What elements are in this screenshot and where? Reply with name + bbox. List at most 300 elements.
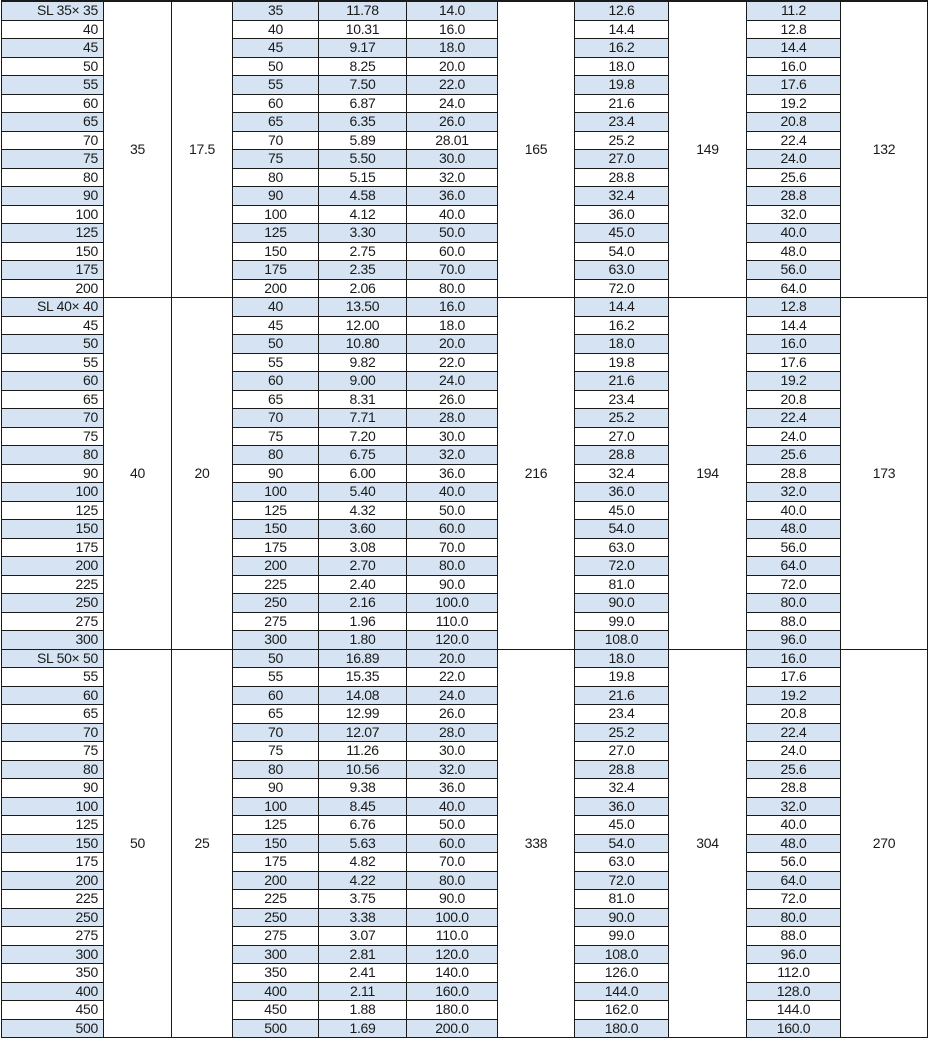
size-cell: 125 xyxy=(233,501,319,520)
size-cell: 90 xyxy=(233,779,319,798)
size-cell: 70 xyxy=(233,131,319,150)
model-size-cell: 125 xyxy=(2,816,104,835)
model-size-cell: 75 xyxy=(2,427,104,446)
value-cell: 7.50 xyxy=(319,76,407,95)
size-cell: 125 xyxy=(233,816,319,835)
size-cell: 225 xyxy=(233,575,319,594)
value-cell: 11.2 xyxy=(747,1,841,20)
value-cell: 9.17 xyxy=(319,39,407,58)
value-cell: 54.0 xyxy=(575,242,669,261)
size-cell: 200 xyxy=(233,557,319,576)
value-cell: 22.4 xyxy=(747,131,841,150)
value-cell: 90.0 xyxy=(575,908,669,927)
size-cell: 150 xyxy=(233,834,319,853)
model-size-cell: 150 xyxy=(2,242,104,261)
model-size-cell: 50 xyxy=(2,335,104,354)
value-cell: 6.87 xyxy=(319,94,407,113)
value-cell: 180.0 xyxy=(407,1001,498,1020)
value-cell: 30.0 xyxy=(407,742,498,761)
value-cell: 11.26 xyxy=(319,742,407,761)
model-size-cell: 400 xyxy=(2,982,104,1001)
model-size-cell: 70 xyxy=(2,131,104,150)
value-cell: 90.0 xyxy=(407,575,498,594)
model-size-cell: 55 xyxy=(2,668,104,687)
value-cell: 2.40 xyxy=(319,575,407,594)
value-cell: 144.0 xyxy=(575,982,669,1001)
size-cell: 90 xyxy=(233,187,319,206)
value-cell: 99.0 xyxy=(575,612,669,631)
value-cell: 18.0 xyxy=(407,316,498,335)
value-cell: 7.71 xyxy=(319,409,407,428)
model-size-cell: 200 xyxy=(2,279,104,298)
value-cell: 25.2 xyxy=(575,409,669,428)
value-cell: 20.8 xyxy=(747,705,841,724)
value-cell: 40.0 xyxy=(747,816,841,835)
value-cell: 2.35 xyxy=(319,261,407,280)
size-cell: 55 xyxy=(233,668,319,687)
value-cell: 20.0 xyxy=(407,649,498,668)
size-cell: 250 xyxy=(233,908,319,927)
value-cell: 3.75 xyxy=(319,890,407,909)
size-cell: 175 xyxy=(233,261,319,280)
value-cell: 23.4 xyxy=(575,113,669,132)
value-cell: 54.0 xyxy=(575,834,669,853)
value-cell: 8.31 xyxy=(319,390,407,409)
group-value-cell: 35 xyxy=(104,1,172,298)
value-cell: 2.81 xyxy=(319,945,407,964)
value-cell: 2.06 xyxy=(319,279,407,298)
value-cell: 36.0 xyxy=(575,483,669,502)
value-cell: 26.0 xyxy=(407,390,498,409)
group-value-cell: 50 xyxy=(104,649,172,1038)
value-cell: 32.0 xyxy=(747,205,841,224)
size-cell: 70 xyxy=(233,409,319,428)
value-cell: 40.0 xyxy=(407,483,498,502)
value-cell: 12.6 xyxy=(575,1,669,20)
value-cell: 26.0 xyxy=(407,705,498,724)
value-cell: 81.0 xyxy=(575,575,669,594)
value-cell: 54.0 xyxy=(575,520,669,539)
value-cell: 18.0 xyxy=(575,649,669,668)
value-cell: 1.69 xyxy=(319,1019,407,1038)
model-size-cell: 125 xyxy=(2,224,104,243)
value-cell: 24.0 xyxy=(407,94,498,113)
value-cell: 4.12 xyxy=(319,205,407,224)
value-cell: 2.16 xyxy=(319,594,407,613)
value-cell: 21.6 xyxy=(575,372,669,391)
value-cell: 36.0 xyxy=(407,779,498,798)
value-cell: 160.0 xyxy=(747,1019,841,1038)
value-cell: 32.0 xyxy=(407,168,498,187)
value-cell: 25.6 xyxy=(747,168,841,187)
value-cell: 36.0 xyxy=(575,205,669,224)
model-size-cell: 225 xyxy=(2,575,104,594)
size-cell: 150 xyxy=(233,242,319,261)
value-cell: 28.0 xyxy=(407,409,498,428)
model-size-cell: 150 xyxy=(2,520,104,539)
model-size-cell: 200 xyxy=(2,871,104,890)
value-cell: 15.35 xyxy=(319,668,407,687)
value-cell: 70.0 xyxy=(407,261,498,280)
model-size-cell: 175 xyxy=(2,538,104,557)
value-cell: 96.0 xyxy=(747,945,841,964)
size-cell: 75 xyxy=(233,742,319,761)
value-cell: 9.00 xyxy=(319,372,407,391)
model-size-cell: 60 xyxy=(2,94,104,113)
value-cell: 25.6 xyxy=(747,760,841,779)
table-row xyxy=(2,298,928,317)
value-cell: 40.0 xyxy=(747,501,841,520)
value-cell: 27.0 xyxy=(575,742,669,761)
model-size-cell: 75 xyxy=(2,150,104,169)
value-cell: 9.38 xyxy=(319,779,407,798)
value-cell: 5.40 xyxy=(319,483,407,502)
size-cell: 300 xyxy=(233,631,319,650)
size-cell: 200 xyxy=(233,279,319,298)
model-size-cell: 65 xyxy=(2,390,104,409)
value-cell: 3.30 xyxy=(319,224,407,243)
value-cell: 12.00 xyxy=(319,316,407,335)
group-value-cell: 304 xyxy=(669,649,747,1038)
value-cell: 100.0 xyxy=(407,908,498,927)
value-cell: 25.6 xyxy=(747,446,841,465)
value-cell: 6.76 xyxy=(319,816,407,835)
value-cell: 12.99 xyxy=(319,705,407,724)
group-value-cell: 194 xyxy=(669,298,747,650)
value-cell: 40.0 xyxy=(407,797,498,816)
size-cell: 125 xyxy=(233,224,319,243)
value-cell: 27.0 xyxy=(575,150,669,169)
model-cell: SL 50× 50 xyxy=(2,649,104,668)
size-cell: 60 xyxy=(233,686,319,705)
size-cell: 80 xyxy=(233,168,319,187)
value-cell: 3.38 xyxy=(319,908,407,927)
value-cell: 50.0 xyxy=(407,224,498,243)
value-cell: 19.8 xyxy=(575,76,669,95)
value-cell: 19.8 xyxy=(575,353,669,372)
model-size-cell: 200 xyxy=(2,557,104,576)
value-cell: 2.70 xyxy=(319,557,407,576)
value-cell: 3.60 xyxy=(319,520,407,539)
size-cell: 350 xyxy=(233,964,319,983)
group-value-cell: 149 xyxy=(669,1,747,298)
value-cell: 6.75 xyxy=(319,446,407,465)
value-cell: 26.0 xyxy=(407,113,498,132)
value-cell: 16.0 xyxy=(407,298,498,317)
value-cell: 28.0 xyxy=(407,723,498,742)
value-cell: 112.0 xyxy=(747,964,841,983)
value-cell: 63.0 xyxy=(575,538,669,557)
value-cell: 3.07 xyxy=(319,927,407,946)
value-cell: 1.88 xyxy=(319,1001,407,1020)
value-cell: 16.0 xyxy=(747,649,841,668)
size-cell: 45 xyxy=(233,316,319,335)
value-cell: 63.0 xyxy=(575,261,669,280)
value-cell: 80.0 xyxy=(407,557,498,576)
value-cell: 19.2 xyxy=(747,94,841,113)
value-cell: 22.4 xyxy=(747,723,841,742)
size-cell: 275 xyxy=(233,927,319,946)
value-cell: 12.8 xyxy=(747,20,841,39)
value-cell: 45.0 xyxy=(575,816,669,835)
value-cell: 88.0 xyxy=(747,612,841,631)
value-cell: 14.08 xyxy=(319,686,407,705)
value-cell: 72.0 xyxy=(747,575,841,594)
value-cell: 162.0 xyxy=(575,1001,669,1020)
size-cell: 50 xyxy=(233,57,319,76)
model-size-cell: 250 xyxy=(2,908,104,927)
model-size-cell: 90 xyxy=(2,779,104,798)
value-cell: 90.0 xyxy=(407,890,498,909)
value-cell: 32.0 xyxy=(747,483,841,502)
value-cell: 25.2 xyxy=(575,131,669,150)
value-cell: 30.0 xyxy=(407,427,498,446)
value-cell: 25.2 xyxy=(575,723,669,742)
size-cell: 100 xyxy=(233,483,319,502)
value-cell: 28.8 xyxy=(575,168,669,187)
value-cell: 110.0 xyxy=(407,612,498,631)
value-cell: 20.8 xyxy=(747,113,841,132)
value-cell: 20.0 xyxy=(407,335,498,354)
value-cell: 18.0 xyxy=(575,57,669,76)
value-cell: 40.0 xyxy=(747,224,841,243)
value-cell: 13.50 xyxy=(319,298,407,317)
size-cell: 35 xyxy=(233,1,319,20)
value-cell: 16.89 xyxy=(319,649,407,668)
value-cell: 64.0 xyxy=(747,279,841,298)
model-size-cell: 150 xyxy=(2,834,104,853)
value-cell: 17.6 xyxy=(747,353,841,372)
value-cell: 24.0 xyxy=(407,372,498,391)
value-cell: 21.6 xyxy=(575,94,669,113)
value-cell: 14.4 xyxy=(747,316,841,335)
value-cell: 180.0 xyxy=(575,1019,669,1038)
value-cell: 70.0 xyxy=(407,853,498,872)
model-size-cell: 55 xyxy=(2,76,104,95)
model-size-cell: 45 xyxy=(2,39,104,58)
model-size-cell: 350 xyxy=(2,964,104,983)
size-cell: 80 xyxy=(233,446,319,465)
value-cell: 60.0 xyxy=(407,242,498,261)
size-cell: 500 xyxy=(233,1019,319,1038)
value-cell: 64.0 xyxy=(747,871,841,890)
size-cell: 50 xyxy=(233,335,319,354)
value-cell: 108.0 xyxy=(575,945,669,964)
value-cell: 100.0 xyxy=(407,594,498,613)
value-cell: 80.0 xyxy=(747,594,841,613)
value-cell: 32.4 xyxy=(575,464,669,483)
value-cell: 5.50 xyxy=(319,150,407,169)
value-cell: 28.01 xyxy=(407,131,498,150)
model-size-cell: 225 xyxy=(2,890,104,909)
value-cell: 56.0 xyxy=(747,261,841,280)
size-cell: 40 xyxy=(233,298,319,317)
model-size-cell: 250 xyxy=(2,594,104,613)
group-value-cell: 17.5 xyxy=(172,1,233,298)
model-size-cell: 450 xyxy=(2,1001,104,1020)
value-cell: 14.4 xyxy=(575,298,669,317)
value-cell: 60.0 xyxy=(407,520,498,539)
value-cell: 4.22 xyxy=(319,871,407,890)
value-cell: 22.0 xyxy=(407,76,498,95)
value-cell: 21.6 xyxy=(575,686,669,705)
value-cell: 12.8 xyxy=(747,298,841,317)
value-cell: 110.0 xyxy=(407,927,498,946)
value-cell: 19.2 xyxy=(747,686,841,705)
model-size-cell: 100 xyxy=(2,483,104,502)
value-cell: 11.78 xyxy=(319,1,407,20)
value-cell: 28.8 xyxy=(575,446,669,465)
value-cell: 23.4 xyxy=(575,390,669,409)
model-size-cell: 70 xyxy=(2,409,104,428)
value-cell: 30.0 xyxy=(407,150,498,169)
model-size-cell: 275 xyxy=(2,612,104,631)
size-cell: 300 xyxy=(233,945,319,964)
model-size-cell: 125 xyxy=(2,501,104,520)
value-cell: 40.0 xyxy=(407,205,498,224)
model-size-cell: 175 xyxy=(2,261,104,280)
value-cell: 19.2 xyxy=(747,372,841,391)
value-cell: 3.08 xyxy=(319,538,407,557)
value-cell: 64.0 xyxy=(747,557,841,576)
model-size-cell: 75 xyxy=(2,742,104,761)
value-cell: 200.0 xyxy=(407,1019,498,1038)
model-size-cell: 65 xyxy=(2,113,104,132)
size-cell: 400 xyxy=(233,982,319,1001)
value-cell: 10.80 xyxy=(319,335,407,354)
value-cell: 10.56 xyxy=(319,760,407,779)
value-cell: 20.8 xyxy=(747,390,841,409)
value-cell: 99.0 xyxy=(575,927,669,946)
value-cell: 8.25 xyxy=(319,57,407,76)
size-cell: 65 xyxy=(233,390,319,409)
model-size-cell: 100 xyxy=(2,205,104,224)
value-cell: 96.0 xyxy=(747,631,841,650)
model-size-cell: 500 xyxy=(2,1019,104,1038)
value-cell: 36.0 xyxy=(575,797,669,816)
size-cell: 75 xyxy=(233,150,319,169)
group-value-cell: 270 xyxy=(841,649,928,1038)
value-cell: 56.0 xyxy=(747,853,841,872)
value-cell: 19.8 xyxy=(575,668,669,687)
size-cell: 450 xyxy=(233,1001,319,1020)
value-cell: 2.41 xyxy=(319,964,407,983)
value-cell: 17.6 xyxy=(747,668,841,687)
model-size-cell: 300 xyxy=(2,631,104,650)
model-size-cell: 80 xyxy=(2,760,104,779)
value-cell: 72.0 xyxy=(575,279,669,298)
value-cell: 32.0 xyxy=(407,446,498,465)
model-size-cell: 80 xyxy=(2,446,104,465)
value-cell: 48.0 xyxy=(747,834,841,853)
size-cell: 275 xyxy=(233,612,319,631)
value-cell: 72.0 xyxy=(575,557,669,576)
value-cell: 48.0 xyxy=(747,520,841,539)
size-cell: 55 xyxy=(233,76,319,95)
value-cell: 108.0 xyxy=(575,631,669,650)
spec-table-container xyxy=(1,0,927,1038)
value-cell: 22.4 xyxy=(747,409,841,428)
size-cell: 80 xyxy=(233,760,319,779)
value-cell: 45.0 xyxy=(575,224,669,243)
model-cell: SL 40× 40 xyxy=(2,298,104,317)
value-cell: 120.0 xyxy=(407,945,498,964)
value-cell: 22.0 xyxy=(407,668,498,687)
size-cell: 50 xyxy=(233,649,319,668)
value-cell: 1.80 xyxy=(319,631,407,650)
value-cell: 32.4 xyxy=(575,187,669,206)
model-size-cell: 65 xyxy=(2,705,104,724)
value-cell: 88.0 xyxy=(747,927,841,946)
model-size-cell: 80 xyxy=(2,168,104,187)
value-cell: 128.0 xyxy=(747,982,841,1001)
model-size-cell: 90 xyxy=(2,187,104,206)
value-cell: 81.0 xyxy=(575,890,669,909)
model-size-cell: 40 xyxy=(2,20,104,39)
size-cell: 150 xyxy=(233,520,319,539)
value-cell: 7.20 xyxy=(319,427,407,446)
value-cell: 2.11 xyxy=(319,982,407,1001)
value-cell: 80.0 xyxy=(747,908,841,927)
model-size-cell: 45 xyxy=(2,316,104,335)
value-cell: 140.0 xyxy=(407,964,498,983)
value-cell: 63.0 xyxy=(575,853,669,872)
model-size-cell: 50 xyxy=(2,57,104,76)
value-cell: 4.32 xyxy=(319,501,407,520)
value-cell: 32.4 xyxy=(575,779,669,798)
value-cell: 12.07 xyxy=(319,723,407,742)
value-cell: 60.0 xyxy=(407,834,498,853)
value-cell: 72.0 xyxy=(575,871,669,890)
value-cell: 16.2 xyxy=(575,39,669,58)
value-cell: 144.0 xyxy=(747,1001,841,1020)
value-cell: 56.0 xyxy=(747,538,841,557)
value-cell: 16.2 xyxy=(575,316,669,335)
table-row xyxy=(2,1,928,20)
size-cell: 75 xyxy=(233,427,319,446)
size-cell: 70 xyxy=(233,723,319,742)
spec-table-body xyxy=(2,1,928,1038)
value-cell: 6.00 xyxy=(319,464,407,483)
model-size-cell: 60 xyxy=(2,372,104,391)
value-cell: 10.31 xyxy=(319,20,407,39)
size-cell: 100 xyxy=(233,797,319,816)
value-cell: 32.0 xyxy=(407,760,498,779)
value-cell: 6.35 xyxy=(319,113,407,132)
value-cell: 18.0 xyxy=(407,39,498,58)
size-cell: 60 xyxy=(233,372,319,391)
value-cell: 20.0 xyxy=(407,57,498,76)
group-value-cell: 165 xyxy=(498,1,575,298)
value-cell: 48.0 xyxy=(747,242,841,261)
value-cell: 14.4 xyxy=(575,20,669,39)
size-cell: 65 xyxy=(233,113,319,132)
value-cell: 22.0 xyxy=(407,353,498,372)
size-cell: 65 xyxy=(233,705,319,724)
group-value-cell: 216 xyxy=(498,298,575,650)
size-cell: 175 xyxy=(233,853,319,872)
size-cell: 90 xyxy=(233,464,319,483)
value-cell: 28.8 xyxy=(747,187,841,206)
value-cell: 24.0 xyxy=(747,427,841,446)
value-cell: 1.96 xyxy=(319,612,407,631)
value-cell: 50.0 xyxy=(407,501,498,520)
value-cell: 28.8 xyxy=(575,760,669,779)
value-cell: 24.0 xyxy=(747,150,841,169)
value-cell: 80.0 xyxy=(407,871,498,890)
value-cell: 36.0 xyxy=(407,187,498,206)
value-cell: 70.0 xyxy=(407,538,498,557)
